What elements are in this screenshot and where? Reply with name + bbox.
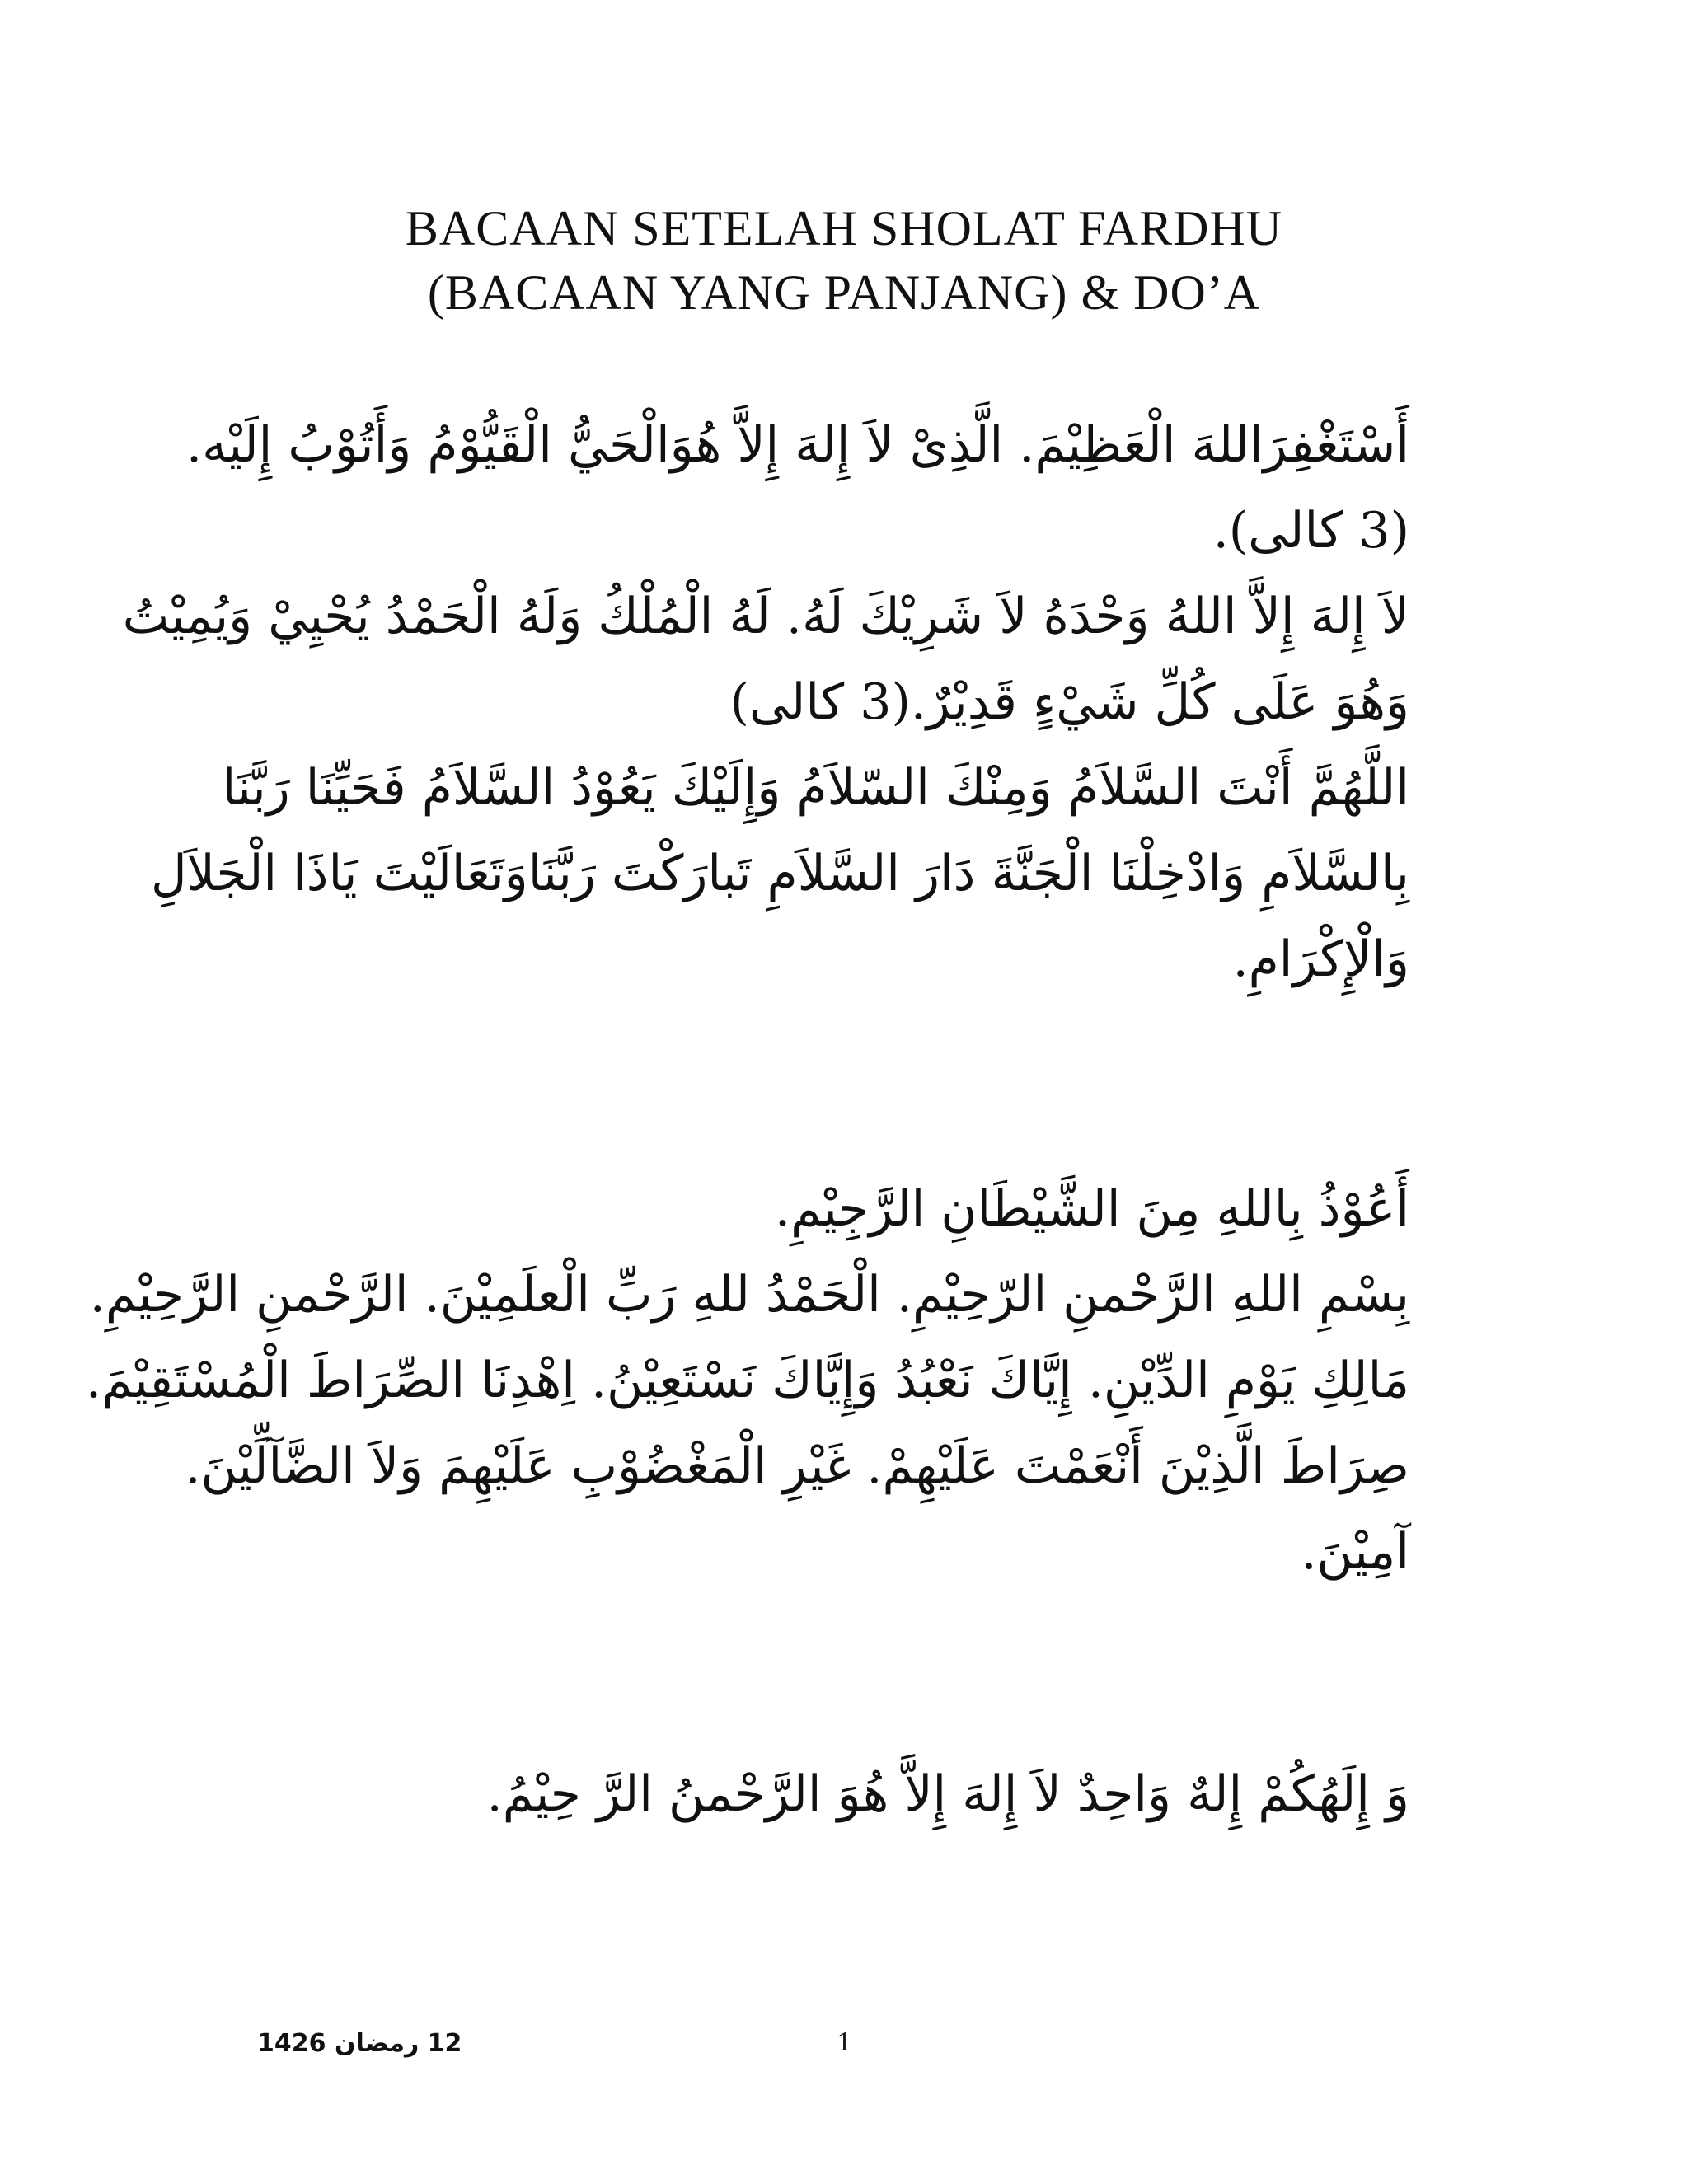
arabic-text-line: وَ إِلَهُكُمْ إِلهٌ وَاحِدٌ لاَ إِلهَ إِلاَّ هُوَ الرَّحْمنُ الرَّ حِيْمُ. xyxy=(486,1765,1409,1823)
arabic-text-line: وَالْإِكْرَامِ. xyxy=(1232,930,1409,988)
arabic-text-line: اللَّهُمَّ أَنْتَ السَّلاَمُ وَمِنْكَ السّلاَمُ وَإِلَيْكَ يَعُوْدُ السَّلاَمُ فَحَيِّنَا رَبَّنَا xyxy=(222,759,1409,817)
arabic-text-line: آمِيْنَ. xyxy=(1301,1523,1409,1581)
title-line: (BACAAN YANG PANJANG) & DO’A xyxy=(427,265,1261,320)
arabic-text-line: بِسْمِ اللهِ الرَّحْمنِ الرّحِيْمِ. الْحَمْدُ للهِ رَبِّ الْعلَمِيْنَ. الرَّحْمنِ الرَّحِيْمِ. xyxy=(89,1266,1409,1324)
arabic-text-section xyxy=(288,1751,1409,1837)
arabic-text-line: أَسْتَغْفِرَاللهَ الْعَظِيْمَ. الَّذِىْ لاَ إِلهَ إِلاَّ هُوَالْحَيُّ الْقَيُّوْمُ وَأَتُوْبُ إِلَيْه. xyxy=(186,416,1409,474)
arabic-text-line: لاَ إِلهَ إِلاَّ اللهُ وَحْدَهُ لاَ شَرِيْكَ لَهُ. لَهُ الْمُلْكُ وَلَهُ الْحَمْدُ يُحْيِيْ وَيُمِيْتُ xyxy=(122,588,1409,645)
footer-date: 12 رمضان 1426 xyxy=(257,2029,462,2058)
arabic-text-line: أَعُوْذُ بِاللهِ مِنَ الشَّيْطَانِ الرَّجِيْمِ. xyxy=(775,1180,1409,1238)
document-title xyxy=(0,196,1688,325)
arabic-text-line: (3 كالى). xyxy=(1212,502,1409,560)
arabic-text-section xyxy=(86,1166,1409,1595)
arabic-text-line: وَهُوَ عَلَى كُلِّ شَيْءٍ قَدِيْرٌ.(3 كالى) xyxy=(729,673,1409,731)
title-line: BACAAN SETELAH SHOLAT FARDHU xyxy=(405,201,1283,255)
arabic-text-line: مَالِكِ يَوْمِ الدِّيْنِ. إِيَّاكَ نَعْبُدُ وَإِيَّاكَ نَسْتَعِيْنُ. اِهْدِنَا الصِّرَاطَ الْمُسْتَقِيْمَ. xyxy=(86,1352,1409,1409)
arabic-text-section xyxy=(122,402,1409,1002)
arabic-text-line: صِرَاطَ الَّذِيْنَ أَنْعَمْتَ عَلَيْهِمْ. غَيْرِ الْمَغْضُوْبِ عَلَيْهِمَ وَلاَ الضَّآلِّيْنَ. xyxy=(185,1437,1409,1495)
arabic-text-line: بِالسَّلاَمِ وَادْخِلْنَا الْجَنَّةَ دَارَ السَّلاَمِ تَبارَكْتَ رَبَّنَاوَتَعَالَيْتَ يَاذَا الْجَلاَلِ xyxy=(150,845,1409,902)
page-number: 1 xyxy=(837,2027,851,2057)
